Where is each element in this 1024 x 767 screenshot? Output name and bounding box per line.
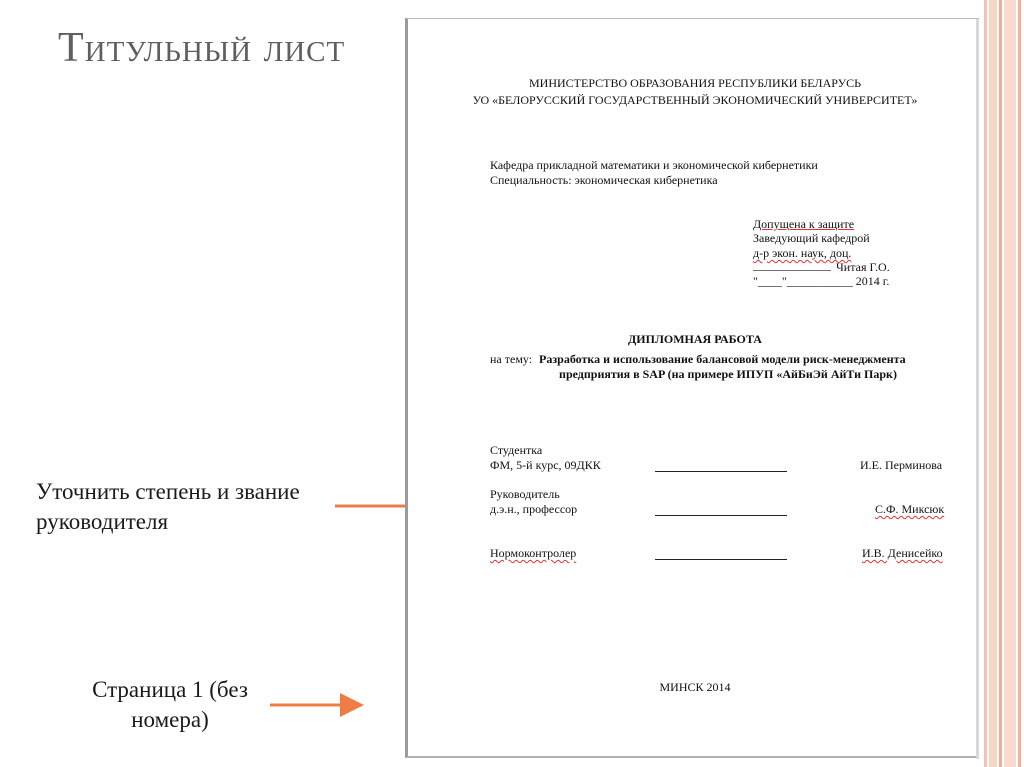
city-year: МИНСК 2014: [659, 680, 731, 694]
specialty: Специальность: экономическая кибернетика: [490, 173, 718, 187]
department: Кафедра прикладной математики и экономической кибернетики: [490, 158, 818, 172]
ministry-header: МИНИСТЕРСТВО ОБРАЗОВАНИЯ РЕСПУБЛИКИ БЕЛАРУСЬ: [528, 76, 861, 90]
supervisor-name: С.Ф. Миксюк: [875, 502, 945, 516]
university-header: УО «БЕЛОРУССКИЙ ГОСУДАРСТВЕННЫЙ ЭКОНОМИЧЕСКИЙ УНИВЕРСИТЕТ»: [472, 93, 918, 107]
slide-title: Титульный лист: [58, 25, 346, 71]
stripe: [989, 0, 997, 767]
decorative-stripes: [984, 0, 1024, 767]
work-type: ДИПЛОМНАЯ РАБОТА: [628, 332, 762, 346]
topic-line-1: Разработка и использование балансовой модели риск-менеджмента: [539, 352, 906, 366]
page-edge: [976, 19, 979, 759]
student-name: И.Е. Перминова: [860, 458, 943, 472]
normcontrol-name: И.В. Денисейко: [862, 546, 943, 560]
note-supervisor: Уточнить степень и звание руководителя: [36, 479, 300, 534]
stripe: [1018, 0, 1021, 767]
supervisor-signature-line: [655, 515, 787, 516]
topic-line-2: предприятия в SAP (на примере ИПУП «АйБиЭй АйТи Парк): [559, 367, 897, 381]
approval-head: Заведующий кафедрой: [753, 231, 870, 245]
topic-prefix: на тему:: [490, 352, 533, 366]
supervisor-label: Руководитель: [490, 487, 560, 501]
student-signature-line: [655, 471, 787, 472]
stripe: [984, 0, 987, 767]
approval-admitted: Допущена к защите: [753, 217, 855, 231]
approval-name: Читая Г.О.: [836, 260, 890, 274]
stripe: [1004, 0, 1016, 767]
stripe: [999, 0, 1002, 767]
supervisor-details: д.э.н., профессор: [490, 502, 578, 516]
approval-date: "____"___________ 2014 г.: [753, 274, 890, 288]
student-details: ФМ, 5-й курс, 09ДКК: [490, 458, 601, 472]
student-label: Студентка: [490, 443, 543, 457]
document-page: [405, 18, 979, 758]
normcontrol-signature-line: [655, 559, 787, 560]
normcontrol-label: Нормоконтролер: [490, 546, 577, 560]
approval-degree: д-р экон. наук, доц.: [753, 246, 852, 260]
approval-signature-line: _____________: [753, 258, 831, 272]
note-page: Страница 1 (без номера): [92, 677, 248, 732]
